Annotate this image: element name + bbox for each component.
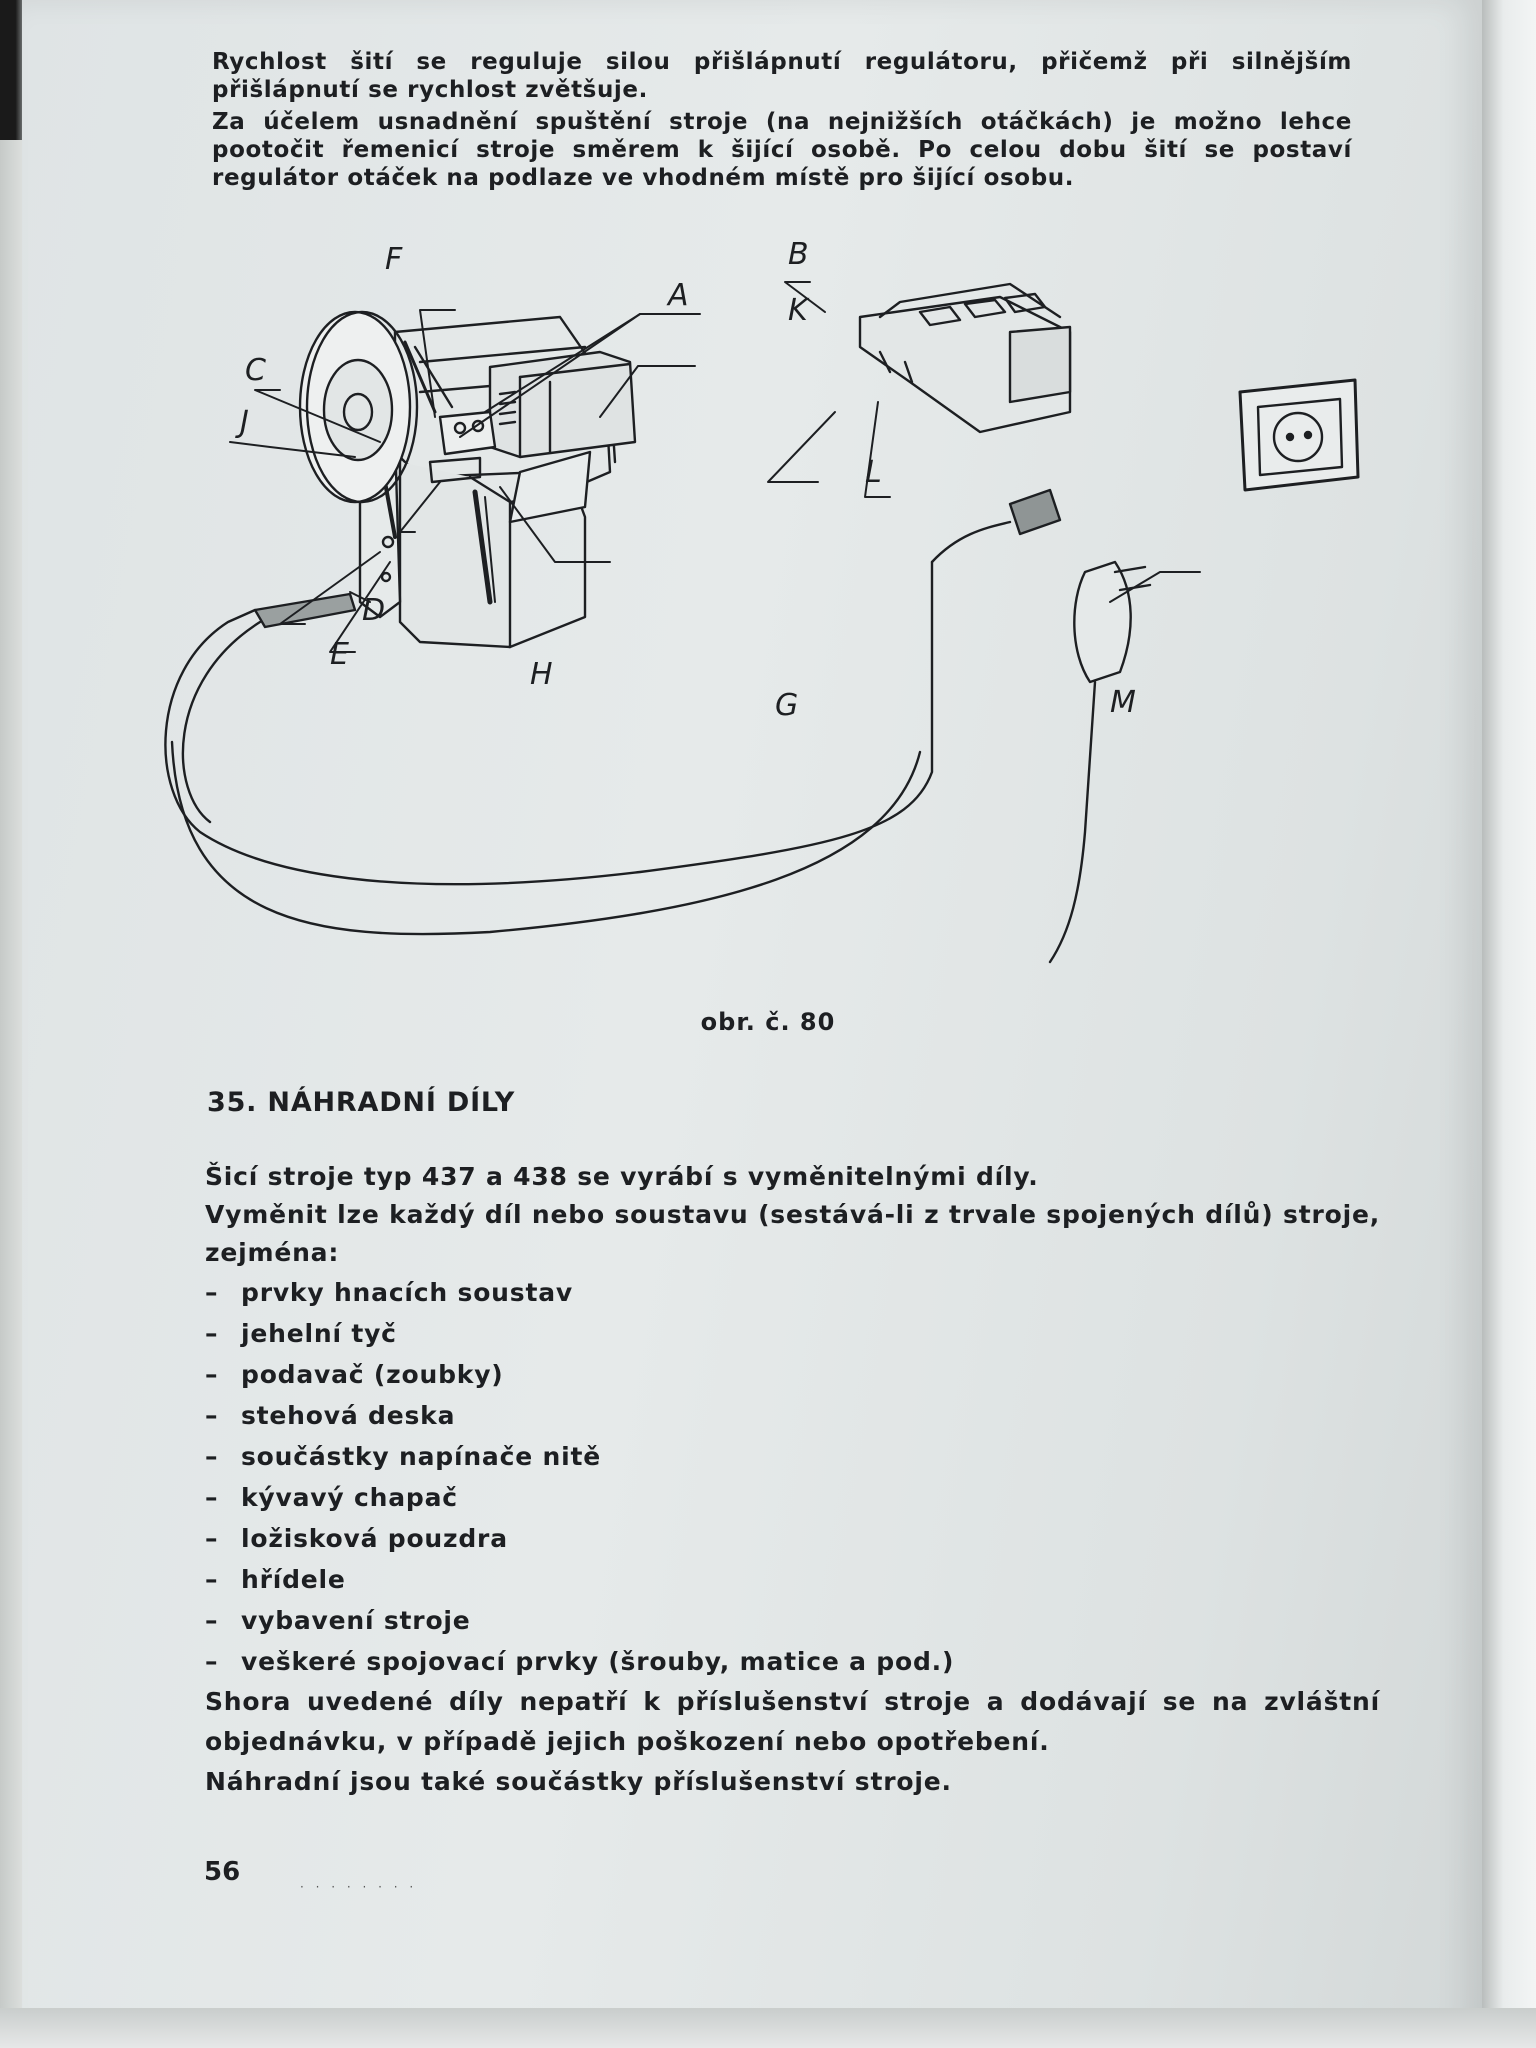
parts-paragraph-2: Vyměnit lze každý díl nebo soustavu (sestává-li z trvale spojených dílů) stroje, zejména: [205, 1200, 1380, 1267]
figure-label-m: M [1110, 685, 1136, 720]
figure-caption: obr. č. 80 [700, 1008, 836, 1036]
intro-paragraph-2: Za účelem usnadnění spuštění stroje (na nejnižších otáčkách) je možno lehce pootočit řemenicí stroje směrem k šijící osobě. Po celou dobu šití se postaví regulátor otáček na podlaze ve vhodném místě pro šijící osobu. [212, 109, 1352, 191]
list-item: – součástky napínače nitě [205, 1442, 601, 1471]
sewing-machine-figure [190, 237, 1370, 1012]
parts-paragraph-3: Shora uvedené díly nepatří k příslušenství stroje a dodávají se na zvláštní objednávku, v případě jejich poškození nebo opotřebení. [205, 1687, 1380, 1756]
figure-label-d: D [362, 593, 386, 628]
page-number: 56 [204, 1857, 241, 1887]
list-item: – podavač (zoubky) [205, 1360, 504, 1389]
foot-pedal-drawing [860, 284, 1070, 432]
wall-socket-drawing [1240, 380, 1358, 490]
figure-label-l: L [865, 455, 882, 490]
list-item: – veškeré spojovací prvky (šrouby, matice a pod.) [205, 1647, 955, 1676]
intro-text [212, 48, 1352, 192]
list-item: – hřídele [205, 1565, 346, 1594]
parts-list [205, 1272, 1380, 1682]
list-item: – jehelní tyč [205, 1319, 397, 1348]
parts-paragraph-1: Šicí stroje typ 437 a 438 se vyrábí s vyměnitelnými díly. [205, 1162, 1039, 1191]
intro-paragraph-1: Rychlost šití se reguluje silou přišlápnutí regulátoru, přičemž při silnějším přišlápnutí se rychlost zvětšuje. [212, 49, 1352, 103]
figure-label-c: C [245, 353, 266, 388]
list-item: – prvky hnacích soustav [205, 1278, 573, 1307]
figure-label-e: E [330, 637, 349, 672]
foot-control-plug-drawing [1010, 490, 1060, 534]
list-item: – stehová deska [205, 1401, 456, 1430]
figure-label-a: A [668, 278, 689, 313]
figure-label-g: G [775, 688, 799, 723]
list-item: – ložisková pouzdra [205, 1524, 508, 1553]
page-bottom-edge [0, 2008, 1536, 2048]
section-heading: 35. NÁHRADNÍ DÍLY [207, 1087, 516, 1118]
figure-label-k: K [788, 293, 808, 328]
mains-plug-drawing [1050, 562, 1150, 962]
parts-paragraph-4: Náhradní jsou také součástky příslušenství stroje. [205, 1767, 952, 1796]
machine-cord-drawing [165, 522, 1010, 934]
list-item: – kývavý chapač [205, 1483, 458, 1512]
figure-label-h: H [530, 657, 553, 692]
figure-label-b: B [788, 237, 809, 272]
spare-parts-text [205, 1158, 1380, 1802]
figure-label-f: F [385, 242, 403, 277]
list-item: – vybavení stroje [205, 1606, 471, 1635]
figure-label-j: J [240, 405, 249, 440]
print-specks: · · · · · · · · [300, 1880, 418, 1894]
